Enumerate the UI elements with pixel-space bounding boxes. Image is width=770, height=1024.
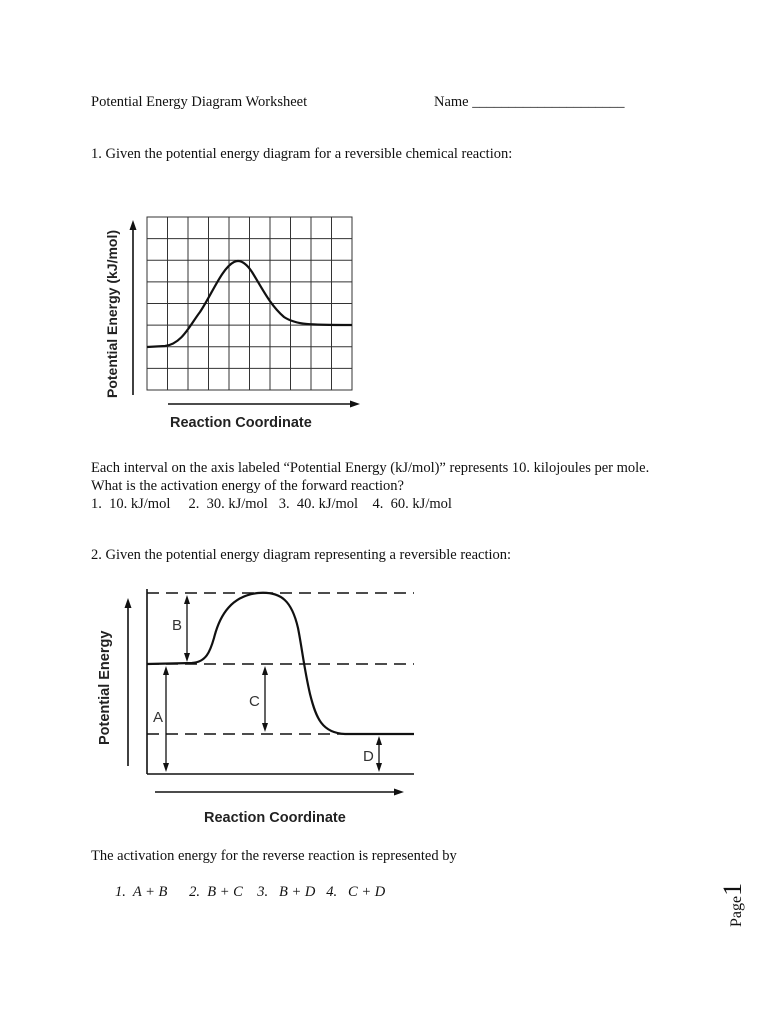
q2-question: The activation energy for the reverse reaction is represented by — [91, 848, 457, 864]
q2-prompt: 2. Given the potential energy diagram representing a reversible reaction: — [91, 547, 512, 563]
q2-energy-curve — [147, 593, 414, 734]
page-word: Page — [728, 895, 745, 927]
q1-grid — [147, 217, 352, 390]
q2-arrow-c — [262, 666, 268, 732]
q1-choices: 1. 10. kJ/mol 2. 30. kJ/mol 3. 40. kJ/mol 4. 60. kJ/mol — [91, 496, 452, 512]
name-field-label: Name _____________________ — [434, 94, 625, 110]
q1-energy-curve — [147, 261, 352, 347]
q1-text-line2: What is the activation energy of the forward reaction? — [91, 478, 404, 494]
q1-x-axis-label: Reaction Coordinate — [170, 415, 312, 431]
q1-x-axis-arrow — [168, 401, 360, 408]
q2-arrow-a — [163, 666, 169, 772]
q2-y-axis-arrow — [125, 598, 132, 766]
q2-label-d: D — [363, 748, 374, 765]
q2-choices: 1. A + B 2. B + C 3. B + D 4. C + D — [115, 884, 386, 900]
q2-x-axis-label: Reaction Coordinate — [204, 810, 346, 826]
q1-prompt: 1. Given the potential energy diagram for a reversible chemical reaction: — [91, 146, 513, 162]
page-number: 1 — [718, 882, 747, 896]
q2-arrow-b — [184, 595, 190, 662]
q2-y-axis-label: Potential Energy — [97, 630, 113, 745]
q2-label-a: A — [153, 709, 164, 726]
q1-y-axis-label: Potential Energy (kJ/mol) — [104, 229, 120, 398]
q2-arrow-d — [376, 736, 382, 772]
q2-label-c: C — [249, 693, 260, 710]
q2-x-axis-arrow — [155, 789, 404, 796]
page-number-label — [718, 883, 748, 927]
q2-label-b: B — [172, 617, 183, 634]
worksheet-title: Potential Energy Diagram Worksheet — [91, 94, 308, 110]
q1-y-axis-arrow — [130, 220, 137, 395]
q1-text-line1: Each interval on the axis labeled “Potential Energy (kJ/mol)” represents 10. kilojoules per mole. — [91, 460, 650, 476]
